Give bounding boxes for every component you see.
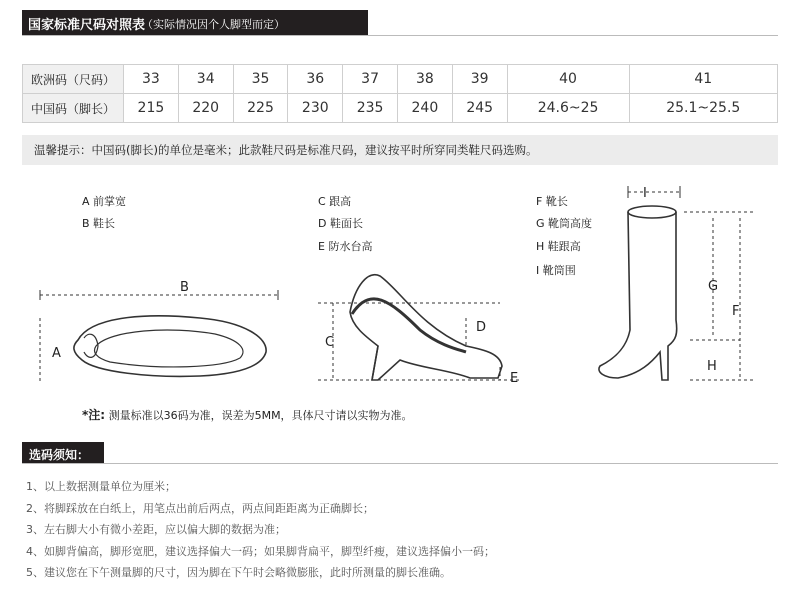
legend-c: C 跟高 (318, 195, 352, 208)
legend-h: H 鞋跟高 (536, 240, 581, 253)
label-h: H (707, 359, 717, 374)
label-b: B (180, 280, 189, 295)
label-c: C (325, 335, 335, 350)
legend-i: I 靴筒围 (536, 264, 576, 277)
table-cell: 37 (343, 65, 398, 94)
guide-title-bar (22, 442, 104, 464)
table-cell: 25.1~25.5 (629, 94, 777, 123)
table-cell: 33 (124, 65, 179, 94)
table-cell: 215 (124, 94, 179, 123)
boot-diagram (599, 186, 755, 380)
size-tip: 温馨提示：中国码(脚长)的单位是毫米；此款鞋尺码是标准尺码，建议按平时所穿同类鞋尺码选购。 (22, 135, 778, 165)
table-cell: 245 (452, 94, 507, 123)
label-d: D (476, 320, 487, 335)
list-item: 5、建议您在下午测量脚的尺寸，因为脚在下午时会略微膨胀，此时所测量的脚长准确。 (26, 566, 451, 579)
page-subtitle: （实际情况因个人脚型而定） (142, 18, 285, 31)
sole-diagram (40, 290, 278, 384)
legend-b: B 鞋长 (82, 217, 116, 230)
label-g: G (708, 279, 719, 294)
table-cell: 41 (629, 65, 777, 94)
row-label-cn: 中国码（脚长） (23, 94, 124, 123)
table-cell: 240 (397, 94, 452, 123)
list-item: 2、将脚踩放在白纸上，用笔点出前后两点，两点间距距离为正确脚长； (26, 501, 374, 515)
label-i: I (643, 186, 647, 201)
guide-divider (22, 463, 778, 464)
measure-note (82, 406, 413, 423)
legend-d: D 鞋面长 (318, 217, 363, 230)
list-item: 3、左右脚大小有微小差距，应以偏大脚的数据为准； (26, 523, 286, 536)
list-item: 4、如脚背偏高，脚形宽肥，建议选择偏大一码；如果脚背扁平，脚型纤瘦，建议选择偏小一码； (26, 544, 495, 558)
page-title: 国家标准尺码对照表 (28, 18, 146, 33)
legend-f: F 靴长 (536, 195, 568, 208)
note-text: 测量标准以36码为准，误差为5MM，具体尺寸请以实物为准。 (108, 409, 413, 422)
label-f: F (732, 304, 740, 319)
table-cell: 40 (507, 65, 629, 94)
table-cell: 220 (178, 94, 233, 123)
legend-e: E 防水台高 (318, 240, 373, 253)
legend-g: G 靴筒高度 (536, 217, 593, 230)
table-cell: 225 (233, 94, 288, 123)
table-cell: 38 (397, 65, 452, 94)
pump-diagram (318, 275, 520, 380)
table-cell: 35 (233, 65, 288, 94)
table-cell: 39 (452, 65, 507, 94)
row-label-eu: 欧洲码（尺码） (23, 65, 124, 94)
guide-title: 选码须知： (29, 448, 90, 462)
table-cell: 34 (178, 65, 233, 94)
note-mark: *注: (82, 408, 106, 422)
table-cell: 235 (343, 94, 398, 123)
table-cell: 36 (288, 65, 343, 94)
label-a: A (52, 346, 61, 361)
table-cell: 24.6~25 (507, 94, 629, 123)
legend-a: A 前掌宽 (82, 195, 127, 208)
list-item: 1、以上数据测量单位为厘米； (26, 480, 176, 493)
guide-list (26, 476, 495, 584)
table-cell: 230 (288, 94, 343, 123)
label-e: E (510, 371, 519, 386)
